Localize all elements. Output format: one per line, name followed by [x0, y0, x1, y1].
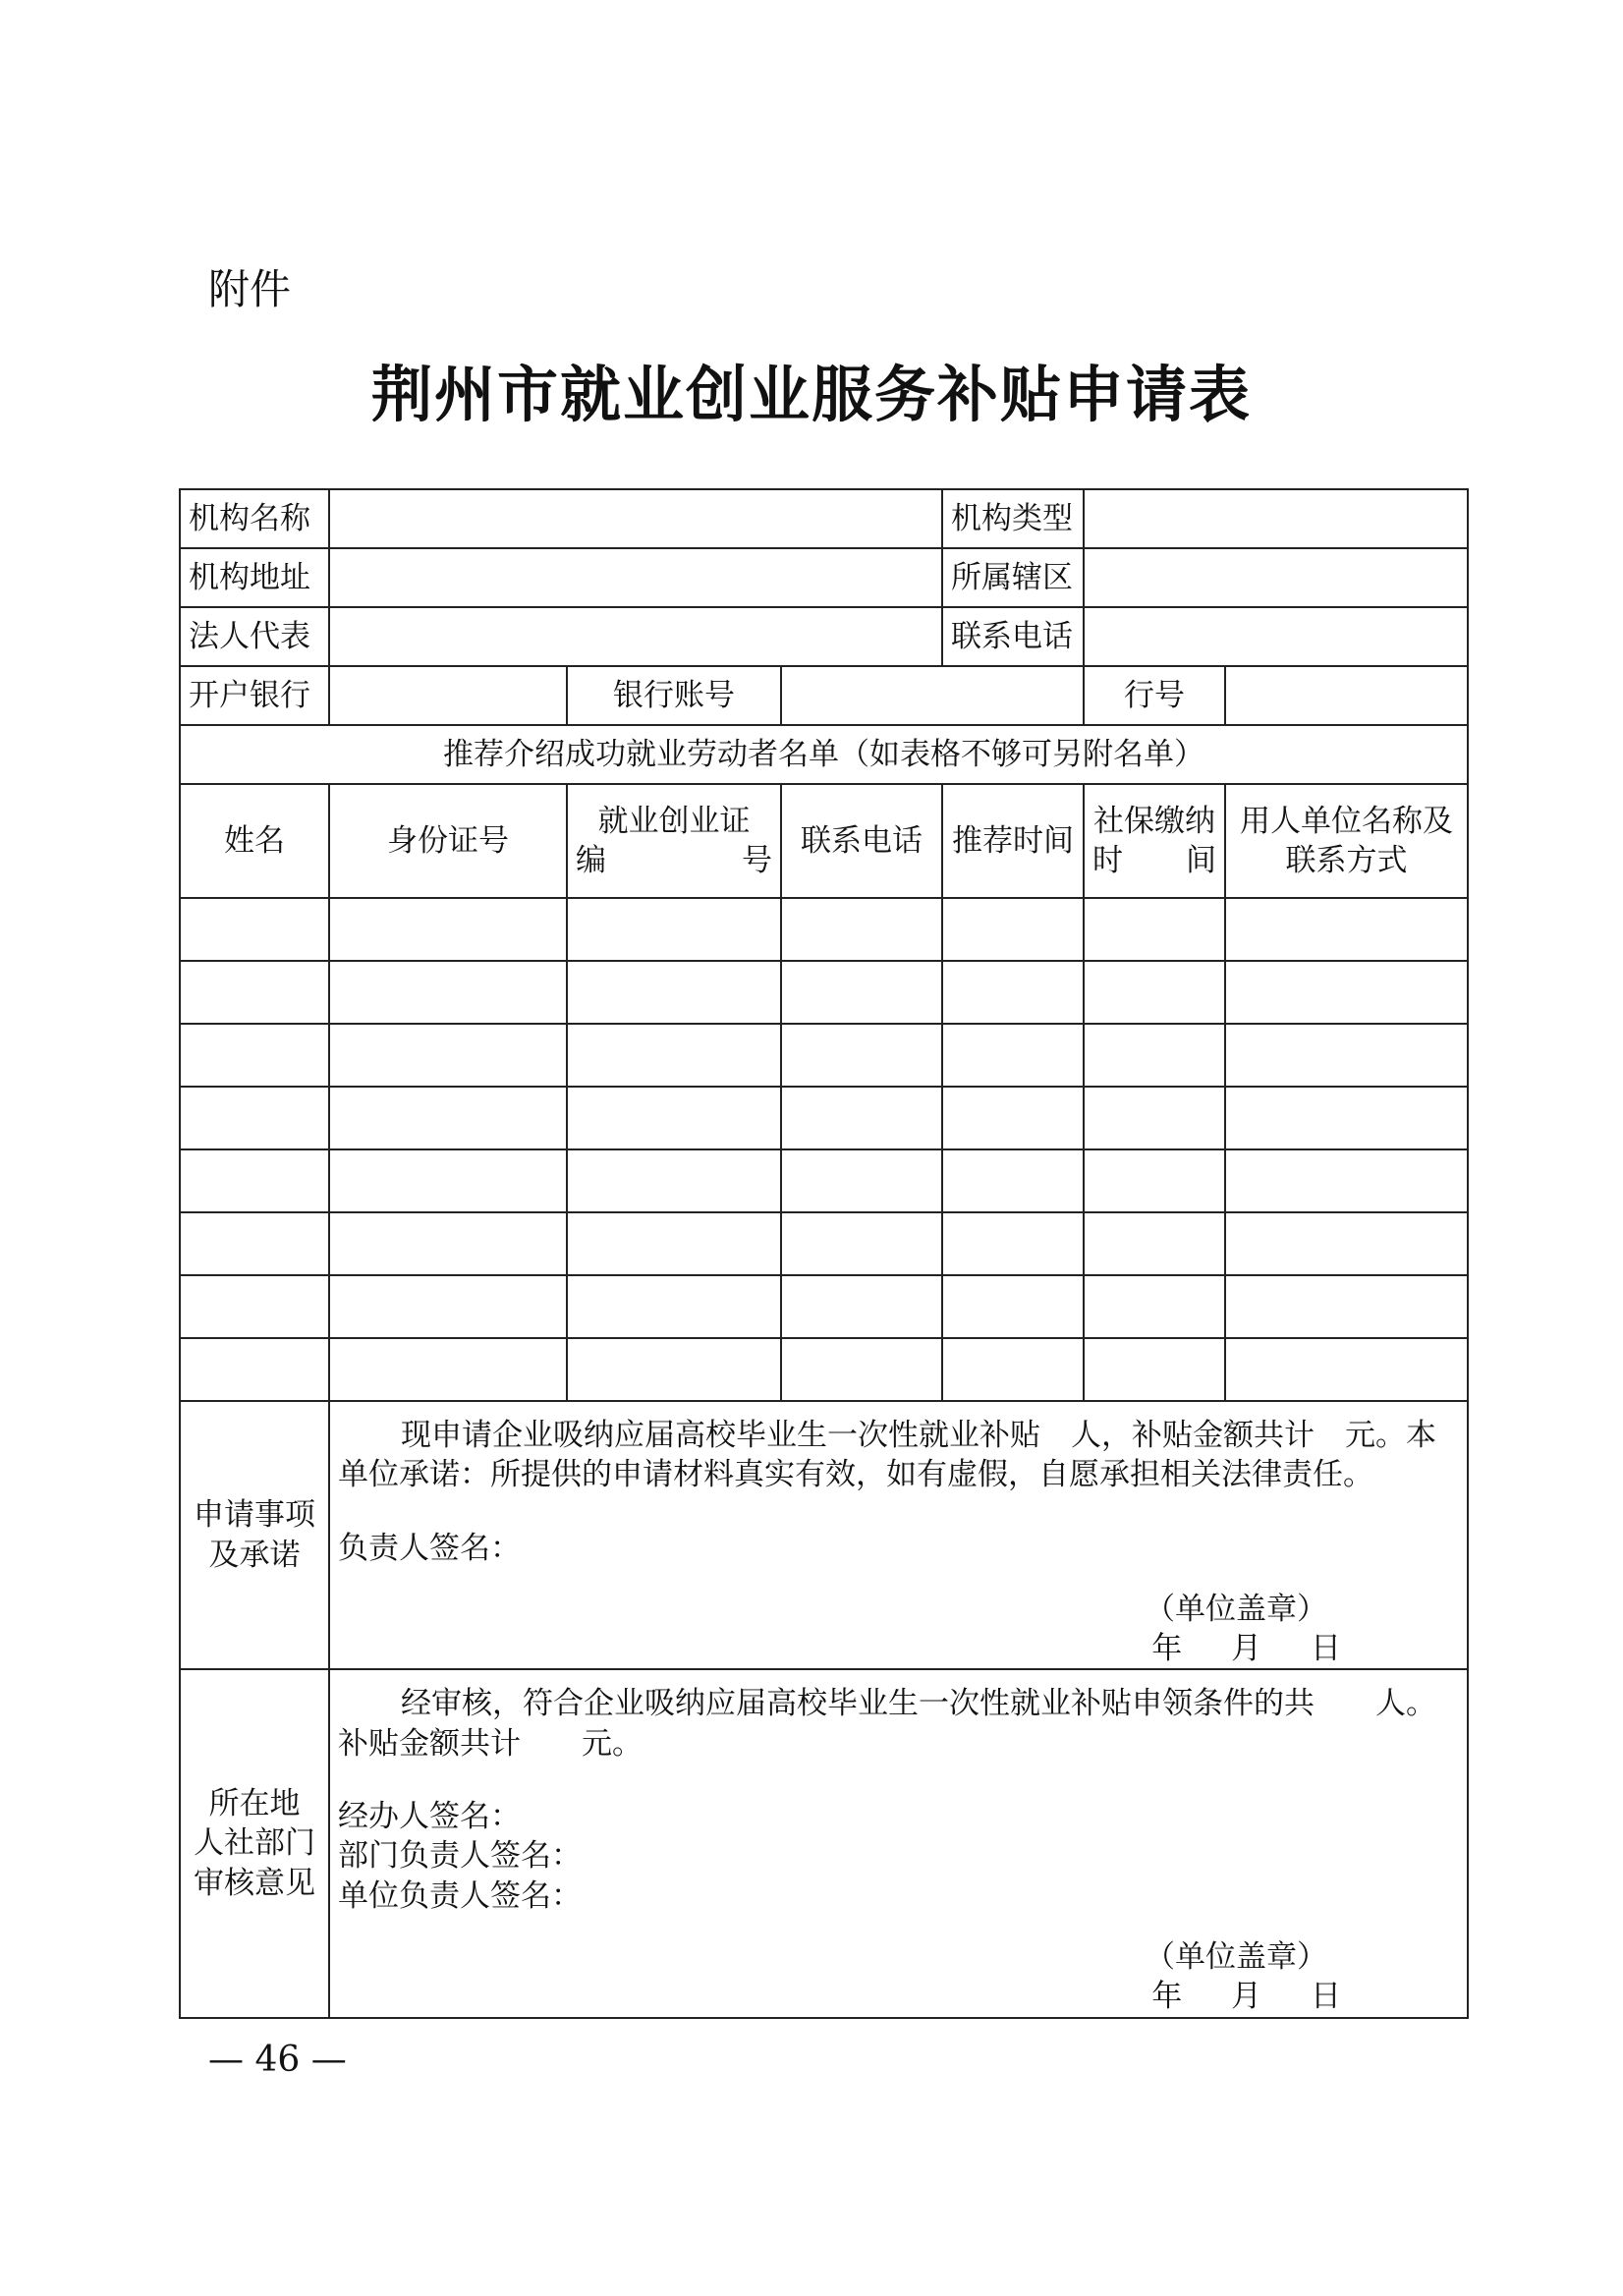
review-signature-unit[interactable]: 单位负责人签名：: [338, 1877, 582, 1914]
list-cell[interactable]: [567, 1212, 781, 1275]
list-cell[interactable]: [329, 1024, 567, 1087]
list-cell[interactable]: [781, 1149, 942, 1212]
col-social-security: [1084, 784, 1225, 898]
list-cell[interactable]: [1225, 1149, 1468, 1212]
org-name-label: 机构名称: [180, 489, 329, 548]
list-cell[interactable]: [942, 1024, 1084, 1087]
list-cell[interactable]: [329, 1087, 567, 1149]
review-label: [180, 1669, 329, 2017]
list-cell[interactable]: [567, 1275, 781, 1338]
review-label-line3: 审核意见: [194, 1865, 315, 1901]
org-type-label: 机构类型: [942, 489, 1084, 548]
list-cell[interactable]: [781, 1338, 942, 1401]
list-cell[interactable]: [942, 898, 1084, 961]
list-cell[interactable]: [1084, 1275, 1225, 1338]
application-label-line2: 及承诺: [208, 1537, 301, 1573]
list-cell[interactable]: [180, 1087, 329, 1149]
list-cell[interactable]: [1084, 1212, 1225, 1275]
bank-field[interactable]: [329, 666, 567, 725]
list-cell[interactable]: [1084, 1149, 1225, 1212]
application-stamp: （单位盖章）: [1145, 1591, 1327, 1627]
list-cell[interactable]: [781, 961, 942, 1024]
list-cell[interactable]: [781, 898, 942, 961]
bank-label: 开户银行: [180, 666, 329, 725]
attachment-label: 附件: [208, 265, 292, 313]
review-date: 年 月 日: [1151, 1979, 1341, 2015]
org-address-field[interactable]: [329, 548, 942, 607]
review-signature-handler[interactable]: 经办人签名：: [338, 1799, 521, 1835]
row-org-address: [180, 548, 1468, 607]
col-employer: [1225, 784, 1468, 898]
list-cell[interactable]: [329, 1212, 567, 1275]
list-cell[interactable]: [1225, 1338, 1468, 1401]
list-header-row: [180, 784, 1468, 898]
table-row: [180, 898, 1468, 961]
list-cell[interactable]: [567, 961, 781, 1024]
application-label: [180, 1401, 329, 1669]
district-label: 所属辖区: [942, 548, 1084, 607]
list-cell[interactable]: [329, 1275, 567, 1338]
application-content: [329, 1401, 1468, 1669]
form-title: 荆州市就业创业服务补贴申请表: [370, 359, 1252, 430]
list-cell[interactable]: [567, 898, 781, 961]
account-field[interactable]: [781, 666, 1084, 725]
table-row: [180, 1087, 1468, 1149]
bank-no-field[interactable]: [1225, 666, 1468, 725]
table-row: [180, 1338, 1468, 1401]
row-review: [180, 1669, 1468, 2017]
col-phone: 联系电话: [781, 784, 942, 898]
list-cell[interactable]: [180, 961, 329, 1024]
review-content: [329, 1669, 1468, 2017]
org-name-field[interactable]: [329, 489, 942, 548]
list-cell[interactable]: [329, 1149, 567, 1212]
list-cell[interactable]: [1084, 1087, 1225, 1149]
row-org-name: [180, 489, 1468, 548]
col-ss-line1: 社保缴纳: [1093, 803, 1215, 839]
col-employer-line2: 联系方式: [1285, 843, 1408, 878]
list-cell[interactable]: [942, 1149, 1084, 1212]
list-body: [180, 898, 1468, 1401]
list-cell[interactable]: [942, 1212, 1084, 1275]
application-text: 现申请企业吸纳应届高校毕业生一次性就业补贴 人，补贴金额共计 元。本单位承诺：所提供的申请材料真实有效，如有虚假，自愿承担相关法律责任。: [338, 1418, 1436, 1493]
list-cell[interactable]: [942, 1338, 1084, 1401]
application-form-table: [179, 488, 1469, 2019]
review-stamp: （单位盖章）: [1145, 1938, 1327, 1975]
list-cell[interactable]: [942, 1275, 1084, 1338]
list-cell[interactable]: [180, 898, 329, 961]
list-cell[interactable]: [1225, 1212, 1468, 1275]
row-application: [180, 1401, 1468, 1669]
list-cell[interactable]: [180, 1149, 329, 1212]
list-cell[interactable]: [781, 1087, 942, 1149]
row-bank: [180, 666, 1468, 725]
bank-no-label: 行号: [1084, 666, 1225, 725]
list-cell[interactable]: [567, 1338, 781, 1401]
col-employer-line1: 用人单位名称及: [1240, 803, 1453, 839]
list-cell[interactable]: [180, 1212, 329, 1275]
phone-label: 联系电话: [942, 607, 1084, 666]
review-label-line1: 所在地: [208, 1786, 301, 1822]
list-cell[interactable]: [567, 1024, 781, 1087]
table-row: [180, 961, 1468, 1024]
list-cell[interactable]: [781, 1275, 942, 1338]
org-type-field[interactable]: [1084, 489, 1468, 548]
list-cell[interactable]: [1225, 898, 1468, 961]
list-cell[interactable]: [329, 1338, 567, 1401]
list-cell[interactable]: [1084, 1338, 1225, 1401]
list-cell[interactable]: [329, 961, 567, 1024]
list-cell[interactable]: [942, 1087, 1084, 1149]
col-rec-time: 推荐时间: [942, 784, 1084, 898]
legal-rep-label: 法人代表: [180, 607, 329, 666]
col-ss-b: 间: [1186, 843, 1216, 878]
application-signature[interactable]: 负责人签名：: [338, 1530, 521, 1566]
list-cell[interactable]: [567, 1149, 781, 1212]
list-cell[interactable]: [1225, 961, 1468, 1024]
application-label-line1: 申请事项: [194, 1497, 315, 1534]
col-name: 姓名: [180, 784, 329, 898]
col-ss-line2: [1092, 841, 1216, 880]
table-row: [180, 1275, 1468, 1338]
legal-rep-field[interactable]: [329, 607, 942, 666]
review-label-line2: 人社部门: [194, 1825, 315, 1862]
list-cell[interactable]: [180, 1275, 329, 1338]
review-signature-dept[interactable]: 部门负责人签名：: [338, 1838, 582, 1875]
col-cert-b: 号: [742, 843, 772, 878]
list-cell[interactable]: [1225, 1087, 1468, 1149]
application-date: 年 月 日: [1151, 1631, 1341, 1667]
list-cell[interactable]: [942, 961, 1084, 1024]
list-cell[interactable]: [1084, 1024, 1225, 1087]
table-row: [180, 1149, 1468, 1212]
list-cell[interactable]: [329, 898, 567, 961]
list-cell[interactable]: [180, 1024, 329, 1087]
col-cert-number: [567, 784, 781, 898]
list-cell[interactable]: [781, 1024, 942, 1087]
org-address-label: 机构地址: [180, 548, 329, 607]
col-cert-line1: 就业创业证: [597, 803, 751, 839]
table-row: [180, 1024, 1468, 1087]
list-cell[interactable]: [180, 1338, 329, 1401]
col-cert-a: 编: [576, 843, 606, 878]
row-list-title: [180, 725, 1468, 784]
page-number: — 46 —: [208, 2040, 347, 2080]
col-ss-a: 时: [1092, 843, 1123, 878]
list-cell[interactable]: [1084, 961, 1225, 1024]
row-legal-rep: [180, 607, 1468, 666]
list-cell[interactable]: [1084, 898, 1225, 961]
account-label: 银行账号: [567, 666, 781, 725]
list-cell[interactable]: [1225, 1275, 1468, 1338]
table-row: [180, 1212, 1468, 1275]
list-cell[interactable]: [1225, 1024, 1468, 1087]
phone-field[interactable]: [1084, 607, 1468, 666]
district-field[interactable]: [1084, 548, 1468, 607]
col-cert-line2: [576, 841, 772, 880]
list-cell[interactable]: [781, 1212, 942, 1275]
list-cell[interactable]: [567, 1087, 781, 1149]
review-text: 经审核，符合企业吸纳应届高校毕业生一次性就业补贴申领条件的共 人。补贴金额共计 元。: [338, 1686, 1436, 1762]
list-section-title: 推荐介绍成功就业劳动者名单（如表格不够可另附名单）: [180, 725, 1468, 784]
col-id-number: 身份证号: [329, 784, 567, 898]
